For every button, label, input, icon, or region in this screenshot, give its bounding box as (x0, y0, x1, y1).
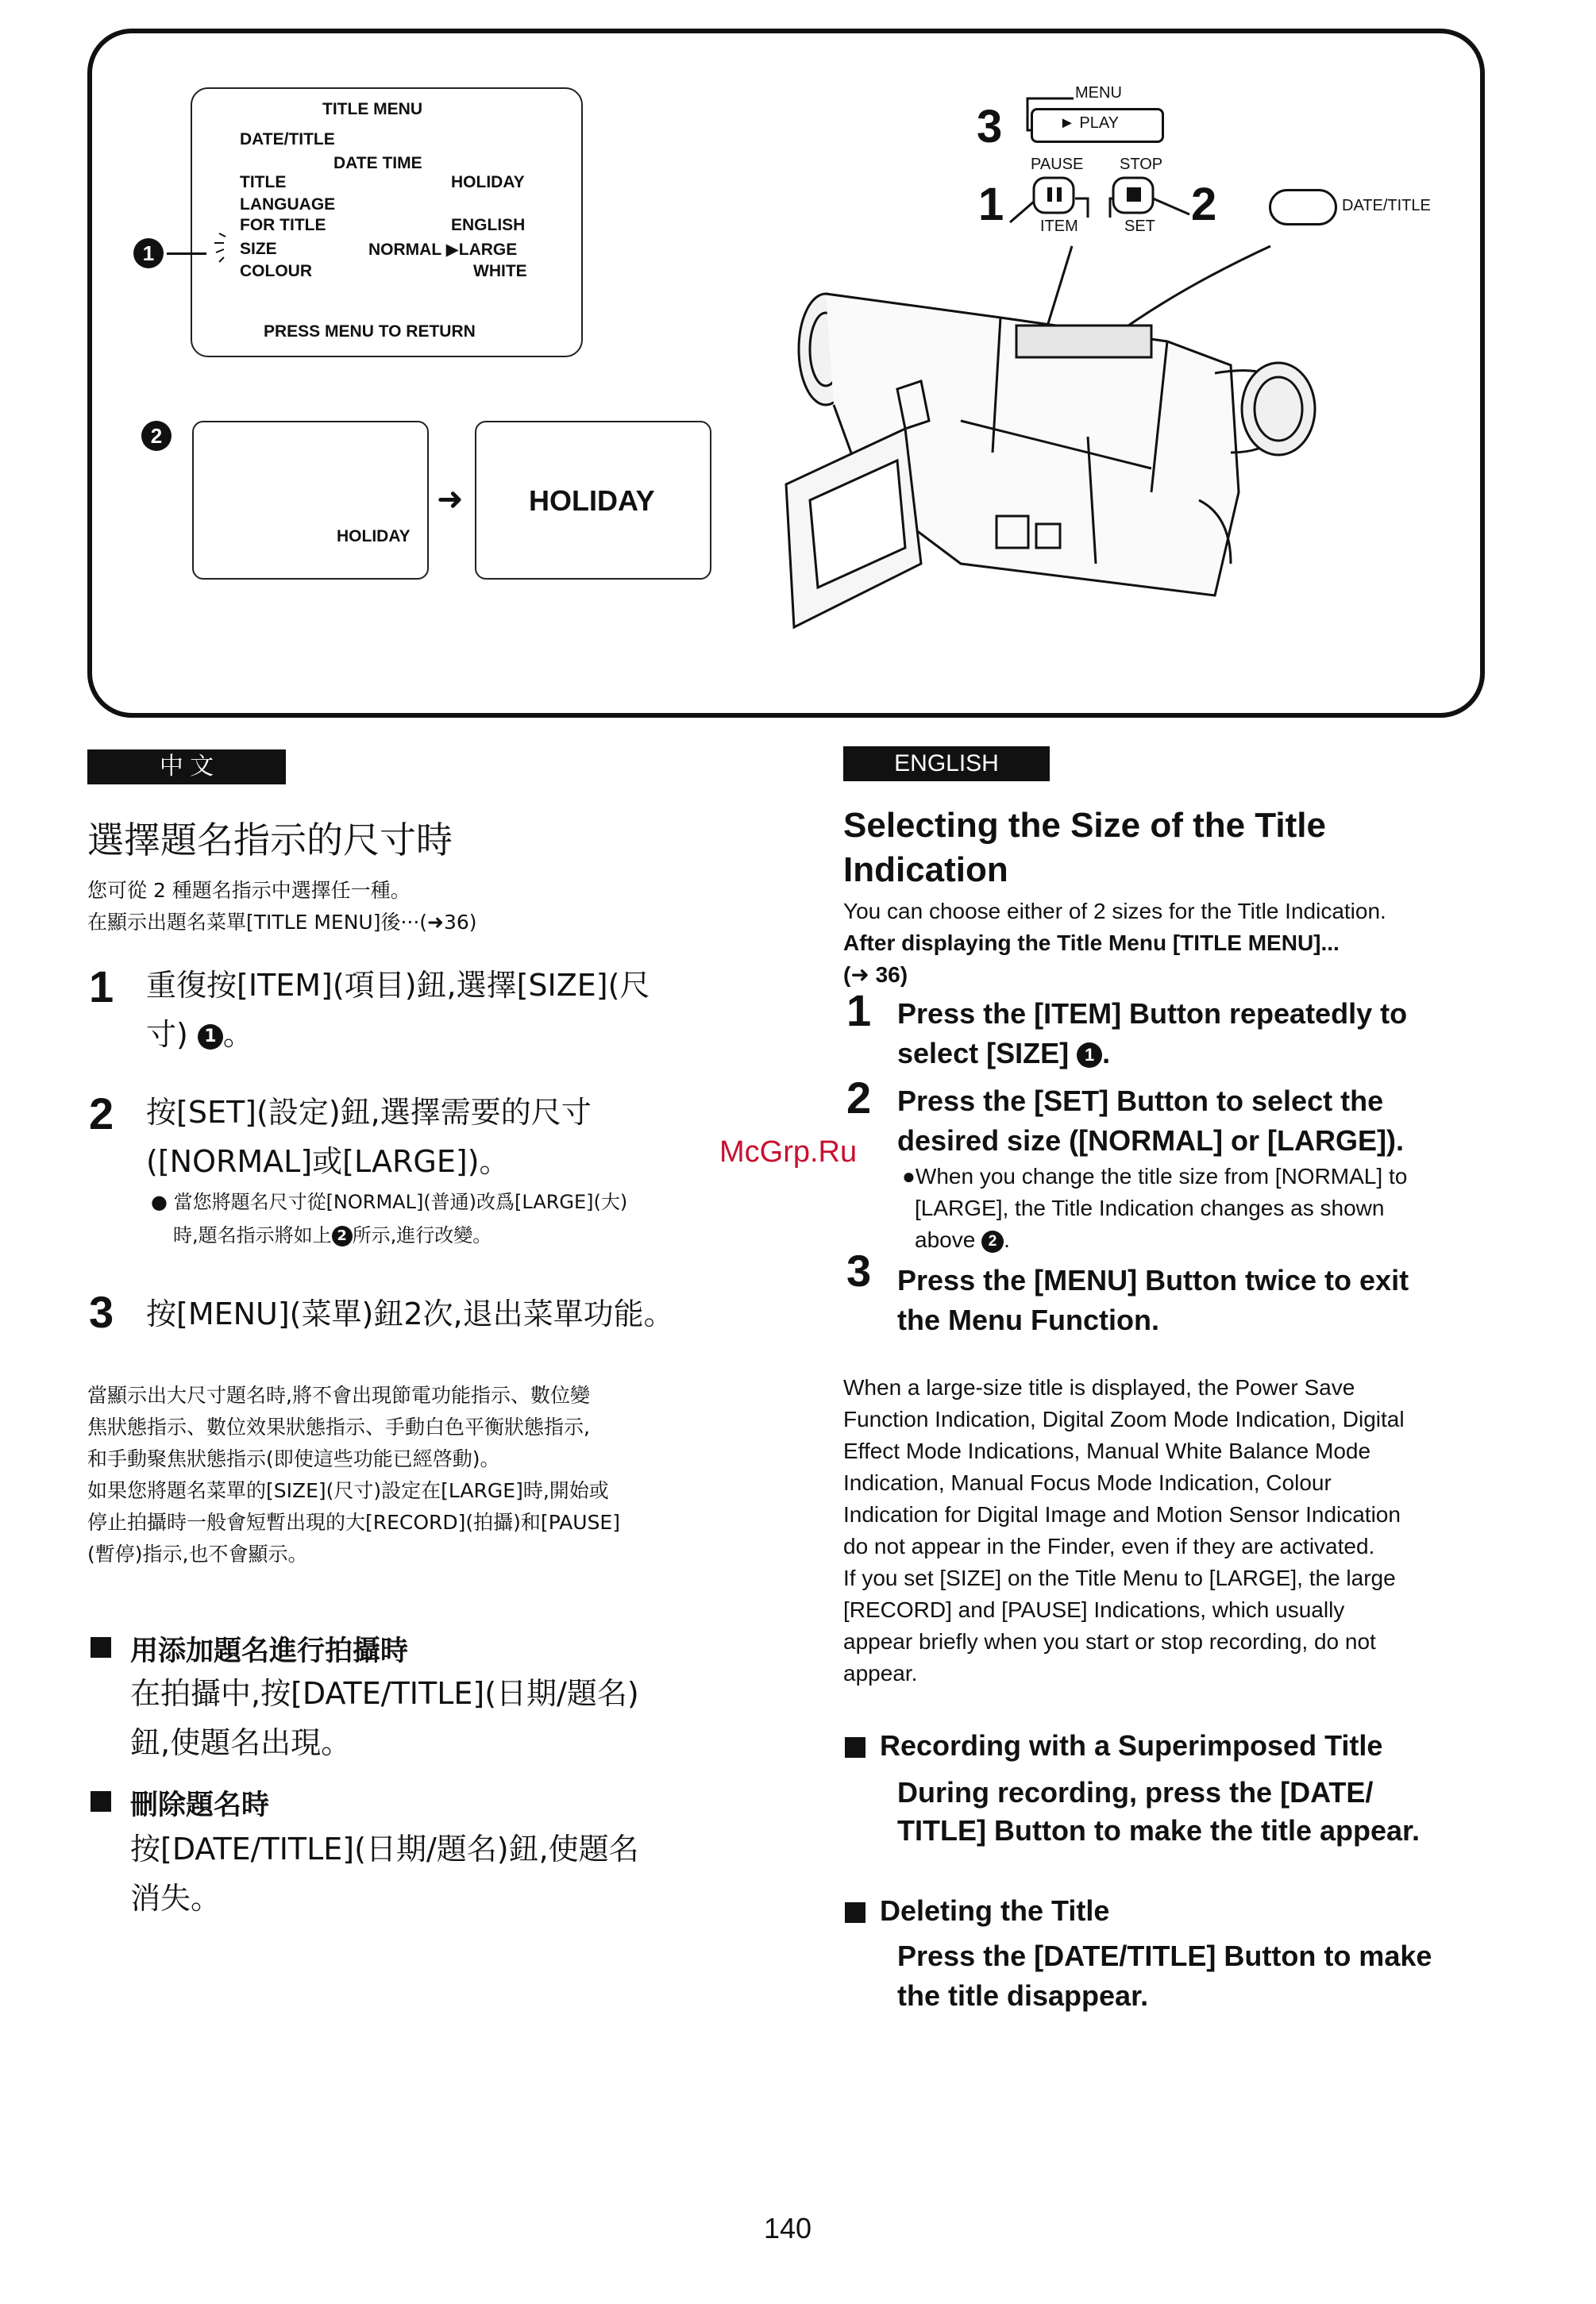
en-para-line: Function Indication, Digital Zoom Mode Indication, Digital (843, 1407, 1405, 1431)
zh-sub2-line2: 消失。 (130, 1881, 222, 1916)
en-para-line: Effect Mode Indications, Manual White Balance Mode (843, 1439, 1371, 1463)
menu-colour-value: WHITE (473, 262, 527, 280)
en-step1-line2: select [SIZE] 1 . (897, 1037, 1111, 1069)
blink-marks-icon (208, 225, 246, 281)
zh-step1-number: 1 (89, 961, 114, 1011)
en-intro-3: (➜ 36) (843, 962, 908, 987)
en-step2-note2: [LARGE], the Title Indication changes as shown (915, 1196, 1385, 1220)
menu-date-time: DATE TIME (333, 154, 422, 172)
zh-para-line: 當顯示出大尺寸題名時,將不會出現節電功能指示、數位變 (87, 1384, 590, 1407)
zh-step3-number: 3 (89, 1287, 114, 1337)
zh-sub2-title: 刪除題名時 (130, 1790, 270, 1821)
en-step2-number: 2 (846, 1073, 872, 1123)
zh-sub1-title: 用添加題名進行拍攝時 (130, 1636, 409, 1667)
play-label: ► PLAY (1059, 114, 1120, 132)
en-title-line1: Selecting the Size of the Title (843, 806, 1326, 845)
zh-para-line: 停止拍攝時一般會短暫出現的大[RECORD](拍攝)和[PAUSE] (87, 1511, 620, 1534)
set-label: SET (1124, 218, 1155, 235)
en-para-line: Indication for Digital Image and Motion Sensor Indication (843, 1502, 1401, 1527)
date-title-label: DATE/TITLE (1342, 197, 1431, 214)
en-para-line: If you set [SIZE] on the Title Menu to [LARGE], the large (843, 1566, 1396, 1590)
zh-sub1-line2: 鈕,使題名出現。 (130, 1725, 352, 1760)
menu-colour-label: COLOUR (240, 262, 312, 280)
menu-size-label: SIZE (240, 240, 277, 258)
stop-label: STOP (1120, 156, 1163, 173)
en-sub2-line2: the title disappear. (897, 1979, 1149, 2012)
en-step1-line1: Press the [ITEM] Button repeatedly to (897, 997, 1408, 1030)
callout-3: 3 (977, 101, 1003, 152)
en-step2-note1: ●When you change the title size from [NORMAL] to (902, 1164, 1408, 1189)
zh-lang-bar: 中 文 (87, 749, 286, 784)
marker-1-line (167, 252, 206, 255)
en-step3-line1: Press the [MENU] Button twice to exit (897, 1264, 1409, 1296)
screen-normal-text: HOLIDAY (337, 527, 411, 545)
watermark: McGrp.Ru (719, 1135, 858, 1169)
menu-title-value: HOLIDAY (451, 173, 525, 191)
callout-1: 1 (978, 179, 1004, 230)
en-step2-line1: Press the [SET] Button to select the (897, 1085, 1384, 1117)
zh-sub1-bullet-icon (91, 1637, 111, 1658)
en-step1-number: 1 (846, 985, 872, 1035)
en-step2-line2: desired size ([NORMAL] or [LARGE]). (897, 1124, 1405, 1157)
en-intro-1: You can choose either of 2 sizes for the Title Indication. (843, 899, 1386, 923)
zh-step2-note2: 時,題名指示將如上 2 所示,進行改變。 (173, 1224, 492, 1246)
zh-intro-2: 在顯示出題名菜單[TITLE MENU]後···(➜36) (87, 911, 477, 934)
menu-date-title: DATE/TITLE (240, 130, 335, 148)
en-para-line: [RECORD] and [PAUSE] Indications, which usually (843, 1597, 1345, 1622)
zh-para-line: 和手動聚焦狀態指示(即使這些功能已經啓動)。 (87, 1447, 500, 1470)
zh-sub2-line1: 按[DATE/TITLE](日期/題名)鈕,使題名 (130, 1832, 639, 1867)
menu-language-label: LANGUAGE (240, 195, 336, 214)
en-para-line: When a large-size title is displayed, the Power Save (843, 1375, 1355, 1400)
pause-label: PAUSE (1031, 156, 1084, 173)
en-sub2-title: Deleting the Title (880, 1894, 1110, 1927)
callout-2: 2 (1191, 179, 1217, 230)
zh-para-line: 如果您將題名菜單的[SIZE](尺寸)設定在[LARGE]時,開始或 (87, 1479, 609, 1502)
en-step2-note3: above 2 . (915, 1227, 1010, 1252)
en-sub2-line1: Press the [DATE/TITLE] Button to make (897, 1940, 1432, 1972)
page-number: 140 (764, 2212, 812, 2244)
en-step3-line2: the Menu Function. (897, 1304, 1159, 1336)
zh-step2-line1: 按[SET](設定)鈕,選擇需要的尺寸 (146, 1095, 592, 1130)
marker-1: 1 (133, 238, 164, 268)
zh-paragraph (87, 1380, 620, 1570)
zh-para-line: (暫停)指示,也不會顯示。 (87, 1543, 308, 1566)
en-step3-number: 3 (846, 1246, 872, 1296)
zh-step2-note1: ● 當您將題名尺寸從[NORMAL](普通)改爲[LARGE](大) (151, 1191, 628, 1213)
en-step1-circle: 1 (1077, 1042, 1102, 1068)
zh-intro-1: 您可從 2 種題名指示中選擇任一種。 (87, 879, 411, 902)
screen-normal-title (192, 421, 429, 580)
en-sub1-line1: During recording, press the [DATE/ (897, 1776, 1374, 1809)
en-title-line2: Indication (843, 850, 1008, 889)
en-sub2-bullet-icon (845, 1902, 865, 1923)
zh-sub2-bullet-icon (91, 1791, 111, 1812)
zh-step2-number: 2 (89, 1088, 114, 1139)
en-sub1-line2: TITLE] Button to make the title appear. (897, 1814, 1421, 1847)
item-label: ITEM (1040, 218, 1078, 235)
camcorder-illustration (723, 230, 1342, 691)
en-para-line: Indication, Manual Focus Mode Indication, Colour (843, 1470, 1332, 1495)
en-intro-2: After displaying the Title Menu [TITLE MENU]... (843, 930, 1340, 955)
zh-sub1-line1: 在拍攝中,按[DATE/TITLE](日期/題名) (130, 1676, 639, 1711)
menu-for-title-label: FOR TITLE (240, 216, 326, 234)
zh-title: 選擇題名指示的尺寸時 (87, 819, 453, 861)
zh-step1-line1: 重復按[ITEM](項目)鈕,選擇[SIZE](尺 (146, 968, 650, 1003)
zh-step1-line2: 寸) 1 。 (146, 1017, 253, 1052)
menu-footer: PRESS MENU TO RETURN (264, 322, 476, 341)
en-paragraph (843, 1372, 1405, 1689)
date-title-button[interactable] (1269, 189, 1337, 225)
en-step2-circle: 2 (981, 1231, 1004, 1253)
menu-title-label: TITLE (240, 173, 287, 191)
arrow-right-icon: ➜ (437, 482, 464, 517)
menu-size-value: NORMAL ▶LARGE (368, 241, 518, 259)
en-para-line: appear briefly when you start or stop recording, do not (843, 1629, 1376, 1654)
marker-2: 2 (141, 421, 172, 451)
zh-step3-line1: 按[MENU](菜單)鈕2次,退出菜單功能。 (146, 1296, 674, 1331)
en-para-line: appear. (843, 1661, 918, 1686)
zh-step2-circle: 2 (332, 1226, 353, 1246)
screen-large-text: HOLIDAY (529, 484, 655, 517)
menu-heading: TITLE MENU (322, 100, 422, 118)
en-lang-bar: ENGLISH (843, 746, 1050, 781)
en-sub1-bullet-icon (845, 1737, 865, 1758)
menu-label: MENU (1075, 84, 1122, 102)
menu-for-title-value: ENGLISH (451, 216, 526, 234)
en-sub1-title: Recording with a Superimposed Title (880, 1729, 1383, 1762)
zh-step1-circle: 1 (198, 1024, 223, 1050)
en-para-line: do not appear in the Finder, even if they are activated. (843, 1534, 1375, 1558)
zh-para-line: 焦狀態指示、數位效果狀態指示、手動白色平衡狀態指示, (87, 1416, 590, 1439)
zh-step2-line2: ([NORMAL]或[LARGE])。 (146, 1144, 510, 1179)
